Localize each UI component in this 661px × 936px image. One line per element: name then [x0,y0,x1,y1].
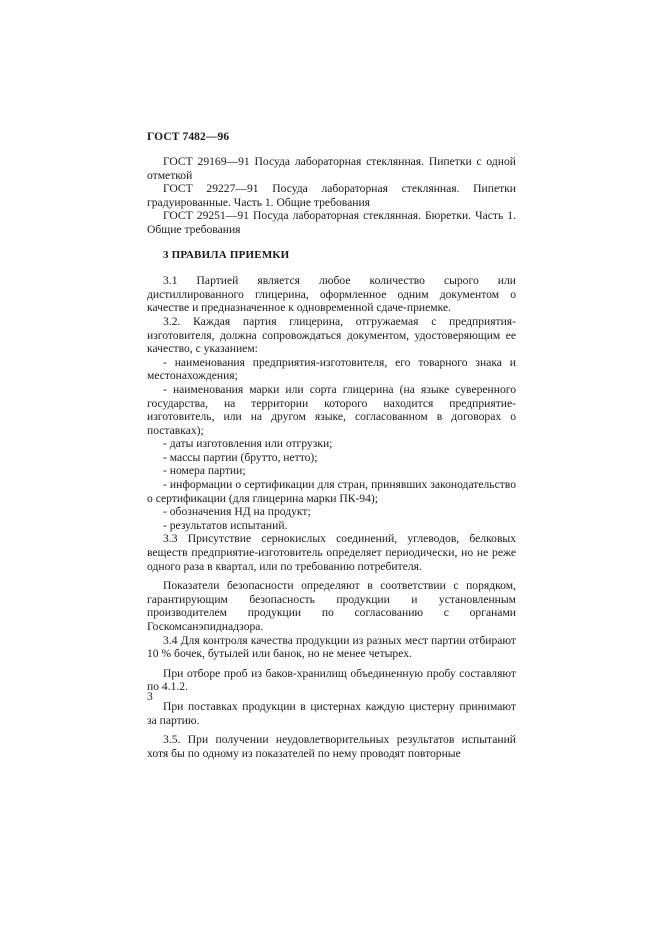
document-body [147,155,516,760]
paragraph: Показатели безопасности определяют в соответствии с порядком, гарантирующим безопасность продукции и установленным производителем продукции по согласованию с органами Госкомсанэпиднадзора. [147,579,516,633]
reference-item: ГОСТ 29251—91 Посуда лабораторная стеклянная. Бюретки. Часть 1. Общие требования [147,209,516,236]
page-number: 3 [147,690,153,703]
clause-3-3: 3.3 Присутствие сернокислых соединений, углеводов, белковых веществ предприятие-изготовитель определяет периодически, но не реже одного раза в квартал, или по требованию потребителя. [147,532,516,573]
list-item: - наименования предприятия-изготовителя, его товарного знака и местонахождения; [147,355,516,383]
list-item: - обозначения НД на продукт; [163,505,311,519]
section-title: 3 ПРАВИЛА ПРИЕМКИ [163,248,290,261]
list-item: - даты изготовления или отгрузки; [163,437,333,451]
list-item: - информации о сертификации для стран, принявших законодательство о сертификации (для глицерина марки ПК-94); [147,478,516,505]
standard-header: ГОСТ 7482—96 [147,131,230,143]
paragraph: При поставках продукции в цистернах каждую цистерну принимают за партию. [147,699,516,727]
clause-3-5: 3.5. При получении неудовлетворительных результатов испытаний хотя бы по одному из показателей по нему проводят повторные [147,733,516,760]
reference-item: ГОСТ 29227—91 Посуда лабораторная стеклянная. Пипетки градуированные. Часть 1. Общие требования [147,182,516,209]
list-item: - номера партии; [163,464,246,478]
clause-3-4: 3.4 Для контроля качества продукции из разных мест партии отбирают 10 % бочек, бутылей или банок, но не менее четырех. [147,633,516,661]
clause-3-1: 3.1 Партией является любое количество сырого или дистиллированного глицерина, оформленное одним документом о качестве и предназначенное к одновременной сдаче-приемке. [147,274,516,315]
reference-item: ГОСТ 29169—91 Посуда лабораторная стеклянная. Пипетки с одной отметкой [147,155,516,182]
clause-3-2: 3.2. Каждая партия глицерина, отгружаемая с предприятия-изготовителя, должна сопровождаться документом, удостоверяющим ее качество, с указанием: [147,314,516,356]
list-item: - наименования марки или сорта глицерина (на языке суверенного государства, на территории которого находится предприятие-изготовитель, или на другом языке, согласованном в договорах о поставках); [147,382,516,437]
list-item: - результатов испытаний. [163,518,288,532]
list-item: - массы партии (брутто, нетто); [163,450,318,464]
paragraph: При отборе проб из баков-хранилищ объединенную пробу составляют по 4.1.2. [147,666,516,694]
